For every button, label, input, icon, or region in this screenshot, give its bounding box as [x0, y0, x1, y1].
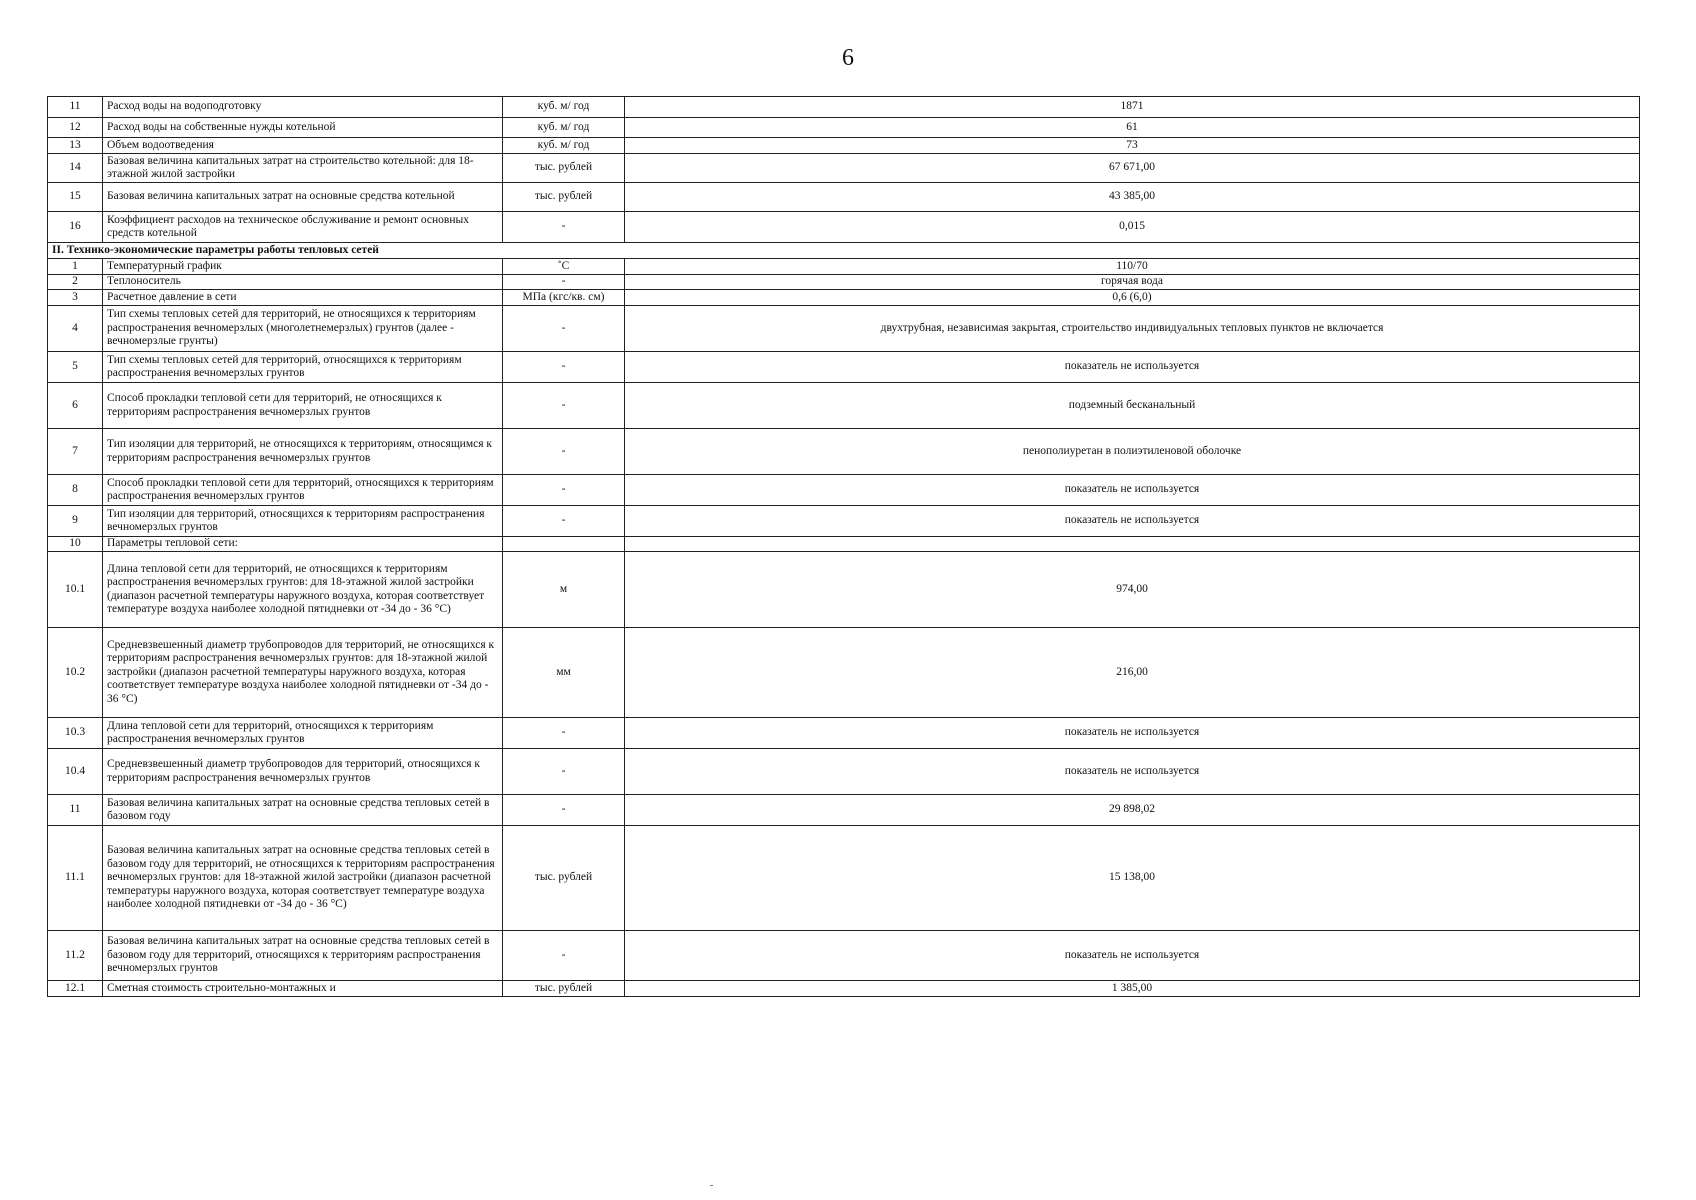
parameters-table: [47, 96, 1640, 997]
unit-cell: МПа (кгс/кв. см): [503, 290, 625, 306]
section-row: [48, 243, 1640, 259]
parameter-name: Расчетное давление в сети: [103, 290, 503, 306]
parameter-name: Тип изоляции для территорий, относящихся к территориям распространения вечномерзлых грунтов: [103, 506, 503, 537]
parameter-name: Базовая величина капитальных затрат на строительство котельной: для 18-этажной жилой застройки: [103, 154, 503, 183]
value-cell: пенополиуретан в полиэтиленовой оболочке: [625, 429, 1640, 475]
unit-cell: -: [503, 931, 625, 981]
table-row: [48, 506, 1640, 537]
value-cell: показатель не используется: [625, 506, 1640, 537]
parameter-name: Базовая величина капитальных затрат на основные средства тепловых сетей в базовом году: [103, 795, 503, 826]
row-number: 10.1: [48, 552, 103, 628]
value-cell: 15 138,00: [625, 826, 1640, 931]
unit-cell: куб. м/ год: [503, 97, 625, 118]
row-number: 3: [48, 290, 103, 306]
value-cell: 974,00: [625, 552, 1640, 628]
table-row: [48, 183, 1640, 212]
table-row: [48, 826, 1640, 931]
parameter-name: Базовая величина капитальных затрат на основные средства тепловых сетей в базовом году для территорий, относящихся к территориям распространения вечномерзлых грунтов: [103, 931, 503, 981]
scan-mark: [710, 1185, 713, 1186]
parameter-name: Средневзвешенный диаметр трубопроводов для территорий, относящихся к территориям распространения вечномерзлых грунтов: [103, 749, 503, 795]
unit-cell: -: [503, 383, 625, 429]
table-row: [48, 118, 1640, 138]
unit-cell: тыс. рублей: [503, 826, 625, 931]
row-number: 11.1: [48, 826, 103, 931]
value-cell: 67 671,00: [625, 154, 1640, 183]
table-row: [48, 212, 1640, 243]
unit-cell: -: [503, 275, 625, 290]
parameter-name: Расход воды на водоподготовку: [103, 97, 503, 118]
table-row: [48, 290, 1640, 306]
table-row: [48, 154, 1640, 183]
row-number: 7: [48, 429, 103, 475]
unit-cell: -: [503, 718, 625, 749]
row-number: 2: [48, 275, 103, 290]
unit-cell: м: [503, 552, 625, 628]
parameter-name: Способ прокладки тепловой сети для территорий, относящихся к территориям распространения вечномерзлых грунтов: [103, 475, 503, 506]
table-row: [48, 981, 1640, 997]
row-number: 4: [48, 306, 103, 352]
row-number: 10.4: [48, 749, 103, 795]
row-number: 9: [48, 506, 103, 537]
table-row: [48, 138, 1640, 154]
row-number: 5: [48, 352, 103, 383]
value-cell: показатель не используется: [625, 352, 1640, 383]
row-number: 14: [48, 154, 103, 183]
table-row: [48, 537, 1640, 552]
table-row: [48, 795, 1640, 826]
value-cell: 216,00: [625, 628, 1640, 718]
unit-cell: -: [503, 749, 625, 795]
table-row: [48, 383, 1640, 429]
parameter-name: Тип схемы тепловых сетей для территорий, относящихся к территориям распространения вечномерзлых грунтов: [103, 352, 503, 383]
value-cell: двухтрубная, независимая закрытая, строительство индивидуальных тепловых пунктов не включается: [625, 306, 1640, 352]
empty-cell: [625, 537, 1640, 552]
table-row: [48, 628, 1640, 718]
row-number: 13: [48, 138, 103, 154]
value-cell: 0,015: [625, 212, 1640, 243]
row-number: 11.2: [48, 931, 103, 981]
value-cell: показатель не используется: [625, 475, 1640, 506]
row-number: 11: [48, 97, 103, 118]
row-number: 16: [48, 212, 103, 243]
table-row: [48, 352, 1640, 383]
table-row: [48, 97, 1640, 118]
page-number: 6: [842, 45, 854, 71]
unit-cell: мм: [503, 628, 625, 718]
parameter-name: Базовая величина капитальных затрат на основные средства тепловых сетей в базовом году для территорий, не относящихся к территориям распространения вечномерзлых грунтов: для 18-этажной жилой застройки (диапазон расчетной температуры наружного воздуха, которая соответствует температуре воздуха наиболее холодной пятидневки от -34 до - 36 °С): [103, 826, 503, 931]
table-row: [48, 429, 1640, 475]
unit-cell: -: [503, 306, 625, 352]
unit-cell: куб. м/ год: [503, 138, 625, 154]
value-cell: 73: [625, 138, 1640, 154]
parameter-name: Температурный график: [103, 259, 503, 275]
unit-cell: -: [503, 352, 625, 383]
unit-cell: -: [503, 475, 625, 506]
row-number: 6: [48, 383, 103, 429]
value-cell: показатель не используется: [625, 931, 1640, 981]
unit-cell: -: [503, 429, 625, 475]
unit-cell: тыс. рублей: [503, 981, 625, 997]
parameter-name: Базовая величина капитальных затрат на основные средства котельной: [103, 183, 503, 212]
table-row: [48, 475, 1640, 506]
value-cell: 1871: [625, 97, 1640, 118]
parameter-name: Способ прокладки тепловой сети для территорий, не относящихся к территориям распространения вечномерзлых грунтов: [103, 383, 503, 429]
table-row: [48, 275, 1640, 290]
row-number: 15: [48, 183, 103, 212]
row-number: 10.3: [48, 718, 103, 749]
parameter-name: Коэффициент расходов на техническое обслуживание и ремонт основных средств котельной: [103, 212, 503, 243]
value-cell: 61: [625, 118, 1640, 138]
unit-cell: тыс. рублей: [503, 154, 625, 183]
row-number: 10.2: [48, 628, 103, 718]
row-number: 1: [48, 259, 103, 275]
parameter-name: Длина тепловой сети для территорий, не относящихся к территориям распространения вечномерзлых грунтов: для 18-этажной жилой застройки (диапазон расчетной температуры наружного воздуха, которая соответствует температуре воздуха наиболее холодной пятидневки от -34 до - 36 °С): [103, 552, 503, 628]
value-cell: горячая вода: [625, 275, 1640, 290]
row-number: 11: [48, 795, 103, 826]
unit-cell: куб. м/ год: [503, 118, 625, 138]
parameter-name: Параметры тепловой сети:: [103, 537, 503, 552]
value-cell: 1 385,00: [625, 981, 1640, 997]
row-number: 12.1: [48, 981, 103, 997]
value-cell: 0,6 (6,0): [625, 290, 1640, 306]
table-row: [48, 718, 1640, 749]
unit-cell: -: [503, 506, 625, 537]
value-cell: показатель не используется: [625, 718, 1640, 749]
row-number: 12: [48, 118, 103, 138]
parameter-name: Сметная стоимость строительно-монтажных и: [103, 981, 503, 997]
parameter-name: Тип изоляции для территорий, не относящихся к территориям, относящимся к территориям распространения вечномерзлых грунтов: [103, 429, 503, 475]
value-cell: 110/70: [625, 259, 1640, 275]
row-number: 10: [48, 537, 103, 552]
parameter-name: Средневзвешенный диаметр трубопроводов для территорий, не относящихся к территориям распространения вечномерзлых грунтов: для 18-этажной жилой застройки (диапазон расчетной температуры наружного воздуха, которая соответствует температуре воздуха наиболее холодной пятидневки от -34 до - 36 °С): [103, 628, 503, 718]
parameter-name: Теплоноситель: [103, 275, 503, 290]
unit-cell: тыс. рублей: [503, 183, 625, 212]
value-cell: 43 385,00: [625, 183, 1640, 212]
parameter-name: Тип схемы тепловых сетей для территорий, не относящихся к территориям распространения вечномерзлых (многолетнемерзлых) грунтов (далее - вечномерзлые грунты): [103, 306, 503, 352]
section-heading: II. Технико-экономические параметры работы тепловых сетей: [48, 243, 1640, 259]
table-row: [48, 552, 1640, 628]
unit-cell: ˚С: [503, 259, 625, 275]
table-row: [48, 259, 1640, 275]
parameter-name: Расход воды на собственные нужды котельной: [103, 118, 503, 138]
table-row: [48, 931, 1640, 981]
empty-cell: [503, 537, 625, 552]
unit-cell: -: [503, 212, 625, 243]
row-number: 8: [48, 475, 103, 506]
parameter-name: Объем водоотведения: [103, 138, 503, 154]
value-cell: 29 898,02: [625, 795, 1640, 826]
parameter-name: Длина тепловой сети для территорий, относящихся к территориям распространения вечномерзлых грунтов: [103, 718, 503, 749]
value-cell: показатель не используется: [625, 749, 1640, 795]
value-cell: подземный бесканальный: [625, 383, 1640, 429]
table-row: [48, 306, 1640, 352]
table-row: [48, 749, 1640, 795]
unit-cell: -: [503, 795, 625, 826]
